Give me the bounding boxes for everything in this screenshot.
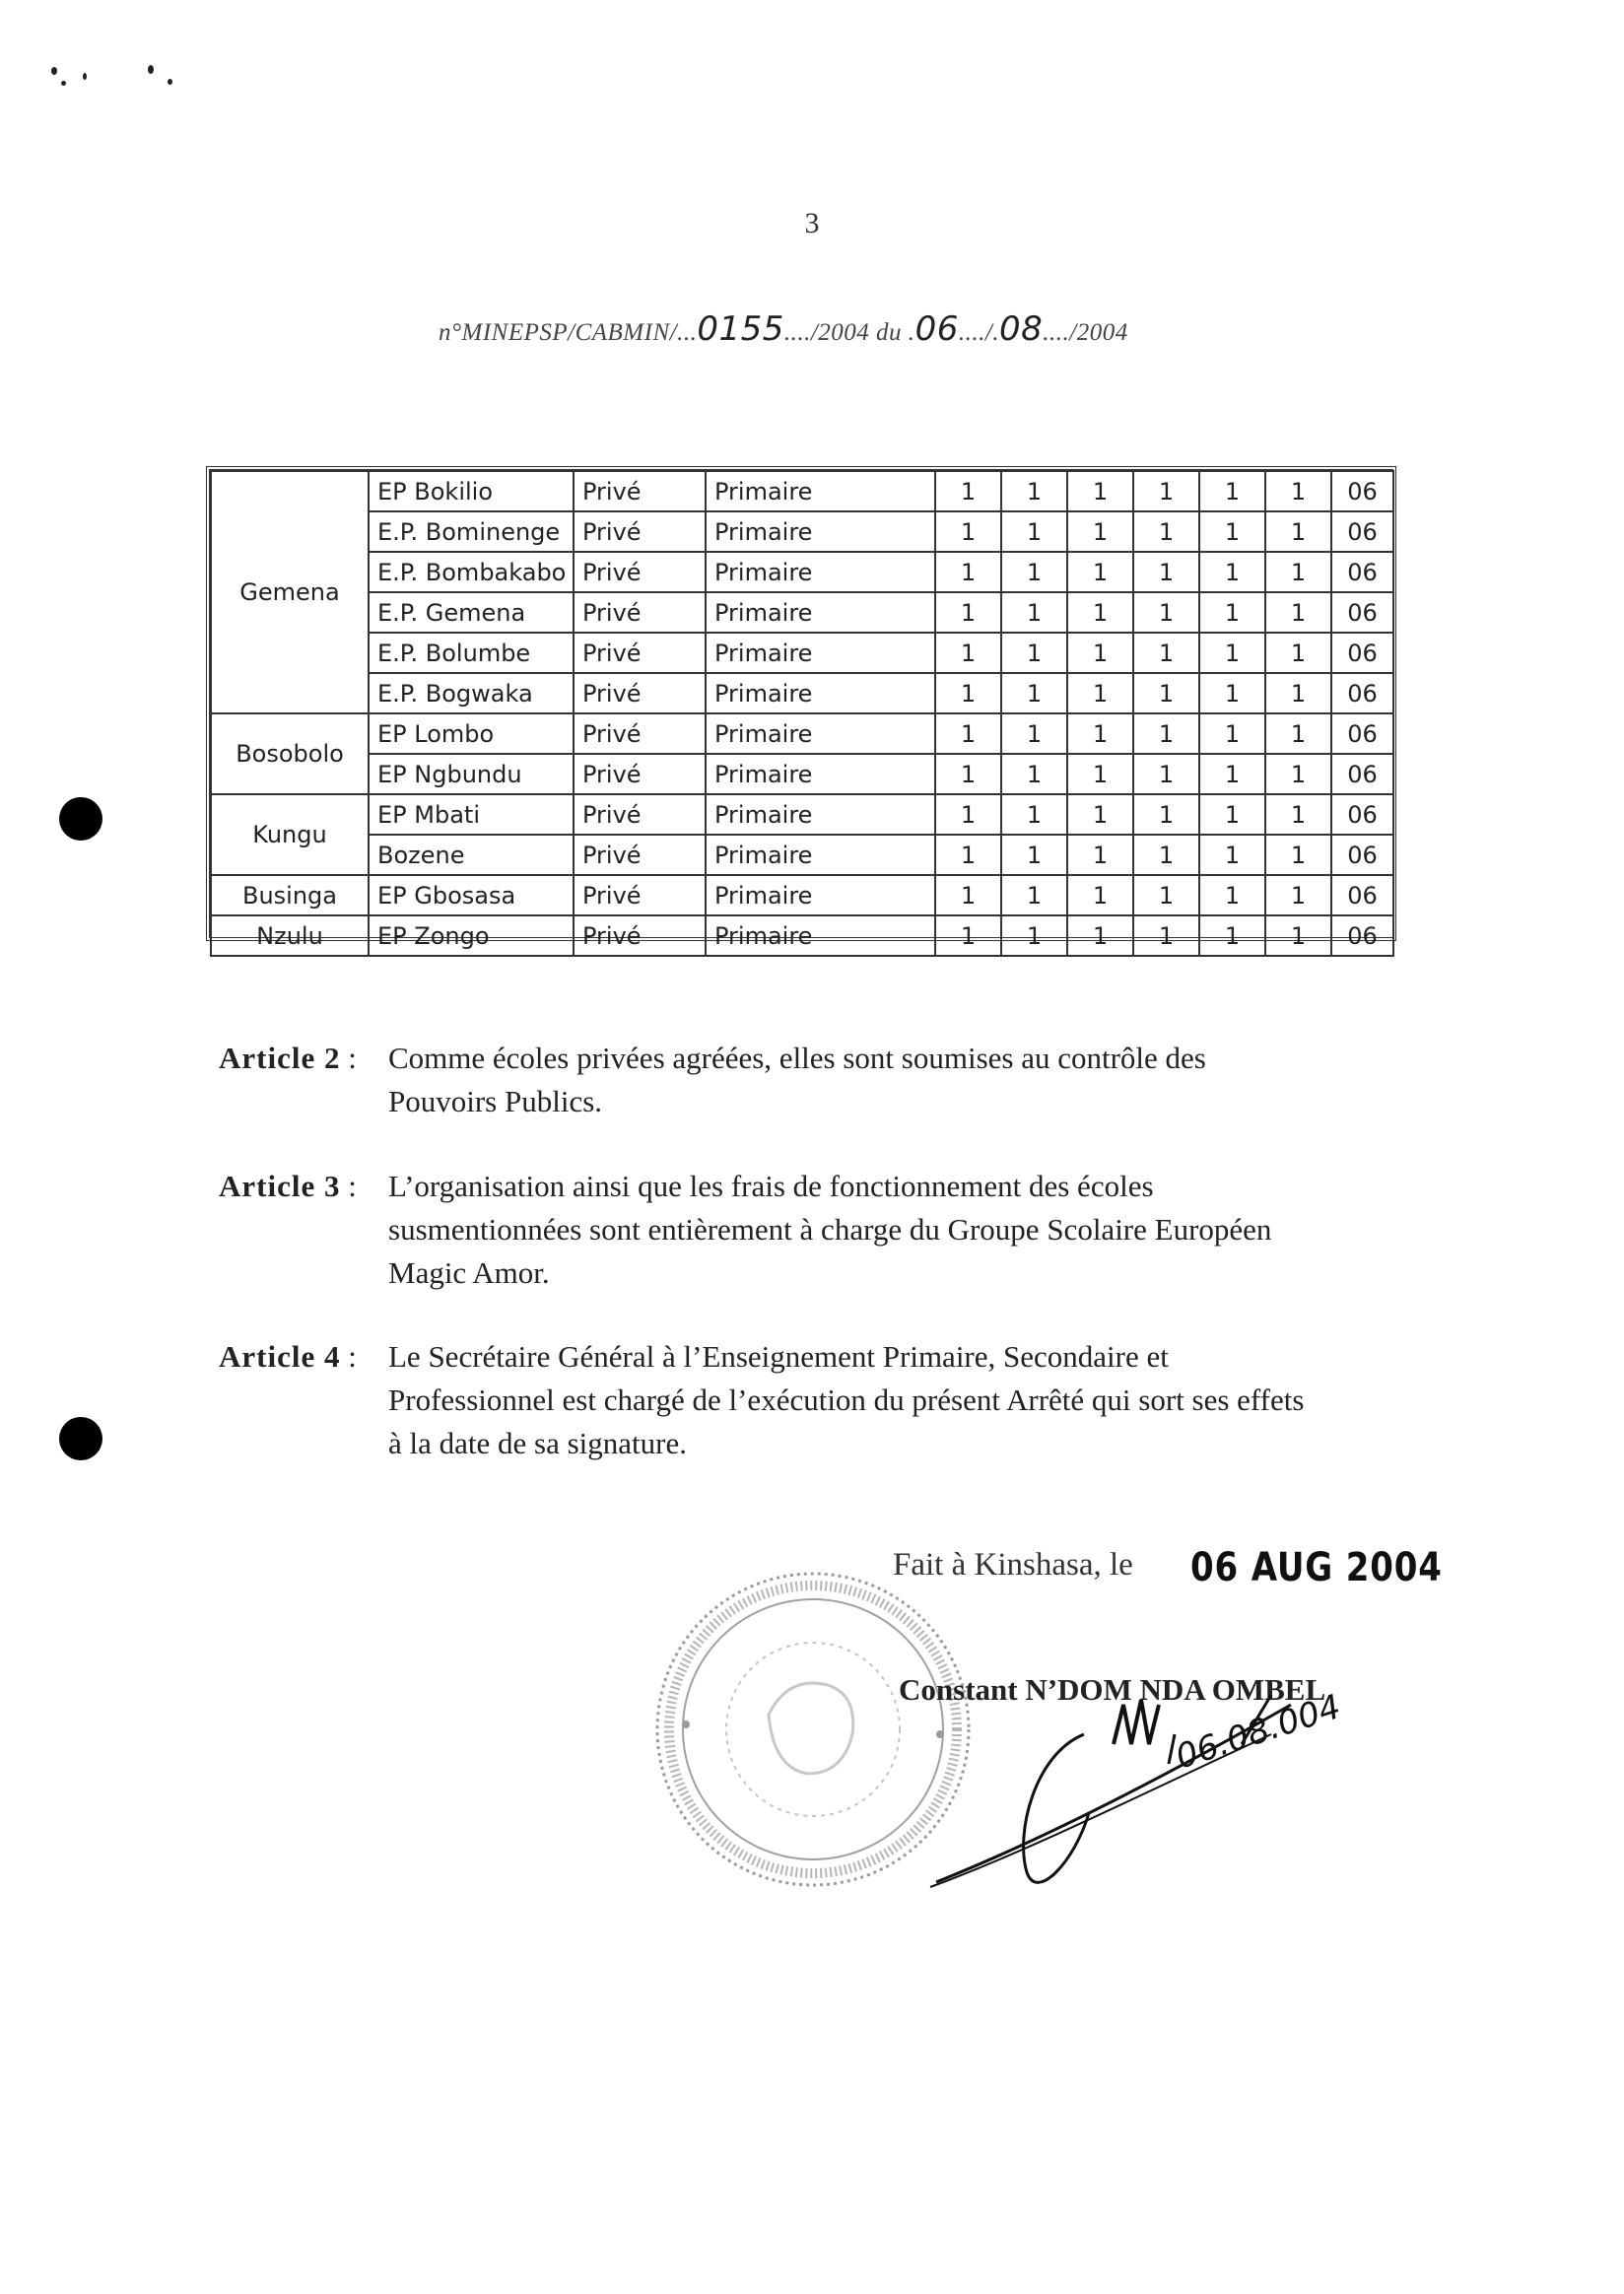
count-cell: 1	[935, 713, 1001, 754]
article-label-sep: :	[340, 1169, 357, 1203]
count-cell: 1	[1265, 511, 1331, 552]
count-cell: 1	[1133, 754, 1199, 794]
count-cell: 1	[1265, 552, 1331, 592]
level-cell: Primaire	[706, 552, 935, 592]
article-line: Magic Amor.	[388, 1255, 550, 1290]
svg-text:06.08.004: 06.08.004	[1171, 1687, 1346, 1778]
district-cell: Bosobolo	[211, 713, 369, 794]
status-cell: Privé	[574, 835, 706, 875]
article-line: à la date de sa signature.	[388, 1426, 687, 1460]
school-cell: EP Lombo	[369, 713, 574, 754]
article-line: Le Secrétaire Général à l’Enseignement Primaire, Secondaire et	[388, 1339, 1169, 1374]
article-2	[219, 1037, 1529, 1123]
schools-table	[210, 470, 1394, 957]
count-cell: 1	[1001, 754, 1067, 794]
count-cell: 1	[1067, 915, 1133, 956]
count-cell: 1	[1265, 915, 1331, 956]
count-cell: 1	[1001, 633, 1067, 673]
reference-mid: ..../2004 du .	[783, 319, 915, 346]
count-cell: 1	[1067, 713, 1133, 754]
level-cell: Primaire	[706, 915, 935, 956]
school-cell: E.P. Bominenge	[369, 511, 574, 552]
count-cell: 1	[1133, 471, 1199, 511]
school-cell: EP Bokilio	[369, 471, 574, 511]
count-cell: 1	[1199, 673, 1265, 713]
reference-prefix: n°MINEPSP/CABMIN/...	[439, 319, 698, 346]
article-label	[219, 1335, 357, 1379]
count-cell: 1	[1199, 633, 1265, 673]
count-cell: 1	[1199, 592, 1265, 633]
count-cell: 1	[1199, 875, 1265, 915]
count-cell: 1	[935, 471, 1001, 511]
count-cell: 1	[1001, 673, 1067, 713]
scan-speck	[148, 65, 154, 74]
count-cell: 1	[1133, 794, 1199, 835]
status-cell: Privé	[574, 713, 706, 754]
table-row	[211, 754, 1393, 794]
school-cell: E.P. Bombakabo	[369, 552, 574, 592]
status-cell: Privé	[574, 511, 706, 552]
level-cell: Primaire	[706, 673, 935, 713]
article-label-text: Article 3	[219, 1169, 341, 1203]
count-cell: 1	[1199, 794, 1265, 835]
count-cell: 1	[935, 633, 1001, 673]
status-cell: Privé	[574, 633, 706, 673]
total-cell: 06	[1331, 633, 1393, 673]
total-cell: 06	[1331, 592, 1393, 633]
reference-number: 0155	[697, 309, 784, 349]
count-cell: 1	[1199, 511, 1265, 552]
school-cell: EP Zongo	[369, 915, 574, 956]
count-cell: 1	[1001, 915, 1067, 956]
count-cell: 1	[935, 511, 1001, 552]
count-cell: 1	[1067, 835, 1133, 875]
district-cell: Businga	[211, 875, 369, 915]
article-body	[388, 1037, 1522, 1123]
status-cell: Privé	[574, 673, 706, 713]
school-cell: EP Ngbundu	[369, 754, 574, 794]
count-cell: 1	[1265, 471, 1331, 511]
count-cell: 1	[1067, 673, 1133, 713]
scan-speck	[51, 67, 57, 75]
count-cell: 1	[1067, 511, 1133, 552]
table-row	[211, 875, 1393, 915]
level-cell: Primaire	[706, 754, 935, 794]
count-cell: 1	[1067, 794, 1133, 835]
count-cell: 1	[1067, 633, 1133, 673]
count-cell: 1	[935, 673, 1001, 713]
scan-speck	[168, 79, 172, 85]
reference-month: 08	[999, 309, 1044, 349]
total-cell: 06	[1331, 915, 1393, 956]
table-row	[211, 794, 1393, 835]
total-cell: 06	[1331, 754, 1393, 794]
article-4	[219, 1335, 1529, 1465]
count-cell: 1	[1001, 713, 1067, 754]
count-cell: 1	[1133, 552, 1199, 592]
count-cell: 1	[1265, 592, 1331, 633]
count-cell: 1	[1067, 552, 1133, 592]
status-cell: Privé	[574, 794, 706, 835]
total-cell: 06	[1331, 552, 1393, 592]
reference-sep: ..../.	[958, 319, 1000, 346]
schools-table-body	[211, 471, 1393, 956]
total-cell: 06	[1331, 713, 1393, 754]
count-cell: 1	[1001, 835, 1067, 875]
count-cell: 1	[1265, 835, 1331, 875]
count-cell: 1	[935, 754, 1001, 794]
school-cell: E.P. Gemena	[369, 592, 574, 633]
total-cell: 06	[1331, 835, 1393, 875]
level-cell: Primaire	[706, 875, 935, 915]
count-cell: 1	[1067, 592, 1133, 633]
article-body	[388, 1165, 1522, 1295]
level-cell: Primaire	[706, 633, 935, 673]
table-row	[211, 633, 1393, 673]
article-line: Pouvoirs Publics.	[388, 1084, 603, 1118]
count-cell: 1	[1133, 915, 1199, 956]
article-line: L’organisation ainsi que les frais de fonctionnement des écoles	[388, 1169, 1154, 1203]
level-cell: Primaire	[706, 471, 935, 511]
count-cell: 1	[935, 875, 1001, 915]
signature-icon	[916, 1675, 1389, 1931]
punch-hole	[59, 1417, 102, 1460]
count-cell: 1	[1265, 875, 1331, 915]
article-body	[388, 1335, 1522, 1465]
total-cell: 06	[1331, 511, 1393, 552]
school-cell: E.P. Bolumbe	[369, 633, 574, 673]
count-cell: 1	[1133, 592, 1199, 633]
schools-table-frame	[206, 466, 1396, 950]
article-line: Professionnel est chargé de l’exécution du présent Arrêté qui sort ses effets	[388, 1383, 1305, 1417]
count-cell: 1	[935, 592, 1001, 633]
count-cell: 1	[1199, 471, 1265, 511]
count-cell: 1	[935, 835, 1001, 875]
count-cell: 1	[1265, 673, 1331, 713]
article-label-text: Article 2	[219, 1041, 341, 1075]
status-cell: Privé	[574, 915, 706, 956]
total-cell: 06	[1331, 875, 1393, 915]
article-line: susmentionnées sont entièrement à charge du Groupe Scolaire Européen	[388, 1212, 1272, 1247]
table-row	[211, 673, 1393, 713]
table-row	[211, 552, 1393, 592]
level-cell: Primaire	[706, 835, 935, 875]
status-cell: Privé	[574, 875, 706, 915]
punch-hole	[59, 797, 102, 841]
level-cell: Primaire	[706, 713, 935, 754]
count-cell: 1	[1133, 511, 1199, 552]
school-cell: EP Gbosasa	[369, 875, 574, 915]
table-row	[211, 713, 1393, 754]
article-label-text: Article 4	[219, 1339, 341, 1374]
count-cell: 1	[1001, 552, 1067, 592]
count-cell: 1	[1265, 633, 1331, 673]
count-cell: 1	[1133, 673, 1199, 713]
count-cell: 1	[1199, 835, 1265, 875]
table-row	[211, 511, 1393, 552]
count-cell: 1	[1133, 835, 1199, 875]
article-line: Comme écoles privées agréées, elles sont soumises au contrôle des	[388, 1041, 1206, 1075]
count-cell: 1	[1067, 471, 1133, 511]
level-cell: Primaire	[706, 794, 935, 835]
count-cell: 1	[1265, 713, 1331, 754]
total-cell: 06	[1331, 471, 1393, 511]
count-cell: 1	[1133, 633, 1199, 673]
count-cell: 1	[1199, 713, 1265, 754]
total-cell: 06	[1331, 794, 1393, 835]
scan-speck	[61, 81, 66, 86]
article-label	[219, 1165, 357, 1208]
table-row	[211, 592, 1393, 633]
status-cell: Privé	[574, 552, 706, 592]
signatory-name: Constant N’DOM NDA OMBEL	[899, 1672, 1326, 1707]
level-cell: Primaire	[706, 592, 935, 633]
count-cell: 1	[935, 915, 1001, 956]
scan-speck	[83, 73, 87, 80]
count-cell: 1	[935, 552, 1001, 592]
table-row	[211, 835, 1393, 875]
district-cell: Kungu	[211, 794, 369, 875]
reference-line	[439, 309, 1128, 349]
school-cell: Bozene	[369, 835, 574, 875]
place-line: Fait à Kinshasa, le	[893, 1547, 1133, 1583]
status-cell: Privé	[574, 592, 706, 633]
table-row	[211, 471, 1393, 511]
status-cell: Privé	[574, 754, 706, 794]
count-cell: 1	[1199, 915, 1265, 956]
page-number: 3	[804, 207, 820, 239]
reference-suffix: ..../2004	[1043, 319, 1128, 346]
count-cell: 1	[1001, 511, 1067, 552]
article-3	[219, 1165, 1529, 1295]
table-row	[211, 915, 1393, 956]
count-cell: 1	[1001, 794, 1067, 835]
count-cell: 1	[1265, 754, 1331, 794]
count-cell: 1	[1133, 713, 1199, 754]
status-cell: Privé	[574, 471, 706, 511]
count-cell: 1	[935, 794, 1001, 835]
count-cell: 1	[1133, 875, 1199, 915]
district-cell: Gemena	[211, 471, 369, 713]
date-stamp: 06 AUG 2004	[1190, 1545, 1443, 1590]
total-cell: 06	[1331, 673, 1393, 713]
count-cell: 1	[1001, 471, 1067, 511]
article-label-sep: :	[340, 1041, 357, 1075]
school-cell: EP Mbati	[369, 794, 574, 835]
level-cell: Primaire	[706, 511, 935, 552]
count-cell: 1	[1001, 875, 1067, 915]
count-cell: 1	[1199, 552, 1265, 592]
article-label-sep: :	[340, 1339, 357, 1374]
count-cell: 1	[1001, 592, 1067, 633]
district-cell: Nzulu	[211, 915, 369, 956]
count-cell: 1	[1067, 754, 1133, 794]
reference-day: 06	[914, 309, 959, 349]
count-cell: 1	[1265, 794, 1331, 835]
count-cell: 1	[1199, 754, 1265, 794]
count-cell: 1	[1067, 875, 1133, 915]
school-cell: E.P. Bogwaka	[369, 673, 574, 713]
article-label	[219, 1037, 357, 1080]
